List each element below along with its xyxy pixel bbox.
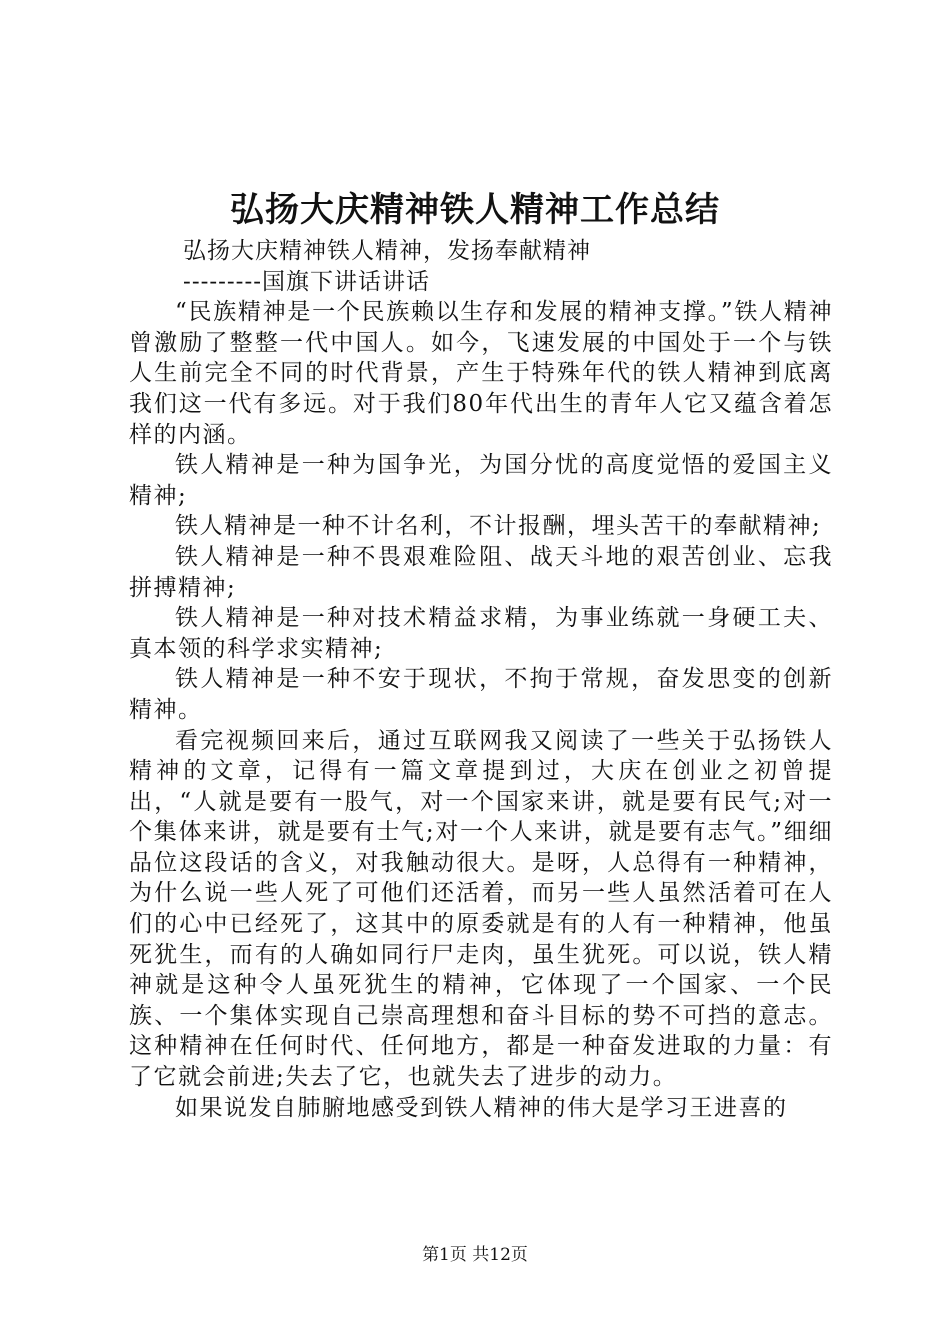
subtitle-line-1: 弘扬大庆精神铁人精神，发扬奉献精神 [183,238,592,264]
document-body [129,236,833,1123]
paragraph: 铁人精神是一种不畏艰难险阻、战天斗地的艰苦创业、忘我拼搏精神; [129,543,833,601]
paragraph: “民族精神是一个民族赖以生存和发展的精神支撑。”铁人精神曾激励了整整一代中国人。如今，飞速发展的中国处于一个与铁人生前完全不同的时代背景，产生于特殊年代的铁人精神到底离我们这一代有多远。对于我们80年代出生的青年人它又蕴含着怎样的内涵。 [129,299,833,448]
paragraph: 铁人精神是一种不安于现状，不拘于常规，奋发思变的创新精神。 [129,666,833,723]
paragraph: 看完视频回来后，通过互联网我又阅读了一些关于弘扬铁人精神的文章，记得有一篇文章提到过，大庆在创业之初曾提出，“人就是要有一股气，对一个国家来讲，就是要有民气;对一个集体来讲，就是要有士气;对一个人来讲，就是要有志气。”细细品位这段话的含义，对我触动很大。是呀，人总得有一种精神，为什么说一些人死了可他们还活着，而另一些人虽然活着可在人们的心中已经死了，这其中的原委就是有的人有一种精神，他虽死犹生，而有的人确如同行尸走肉，虽生犹死。可以说，铁人精神就是这种令人虽死犹生的精神，它体现了一个国家、一个民族、一个集体实现自己崇高理想和奋斗目标的势不可挡的意志。这种精神在任何时代、任何地方，都是一种奋发进取的力量：有了它就会前进;失去了它，也就失去了进步的动力。 [129,727,833,1091]
paragraph: 铁人精神是一种不计名利，不计报酬，埋头苦干的奉献精神; [175,513,822,540]
paragraph: 铁人精神是一种对技术精益求精，为事业练就一身硬工夫、真本领的科学求实精神; [129,605,833,662]
document-title: 弘扬大庆精神铁人精神工作总结 [230,190,720,230]
paragraph: 铁人精神是一种为国争光，为国分忧的高度觉悟的爱国主义精神; [129,452,833,509]
subtitle-line-2: ---------国旗下讲话讲话 [183,268,430,295]
paragraph: 如果说发自肺腑地感受到铁人精神的伟大是学习王进喜的 [175,1094,788,1121]
page-footer: 第1页 共12页 [422,1245,528,1265]
